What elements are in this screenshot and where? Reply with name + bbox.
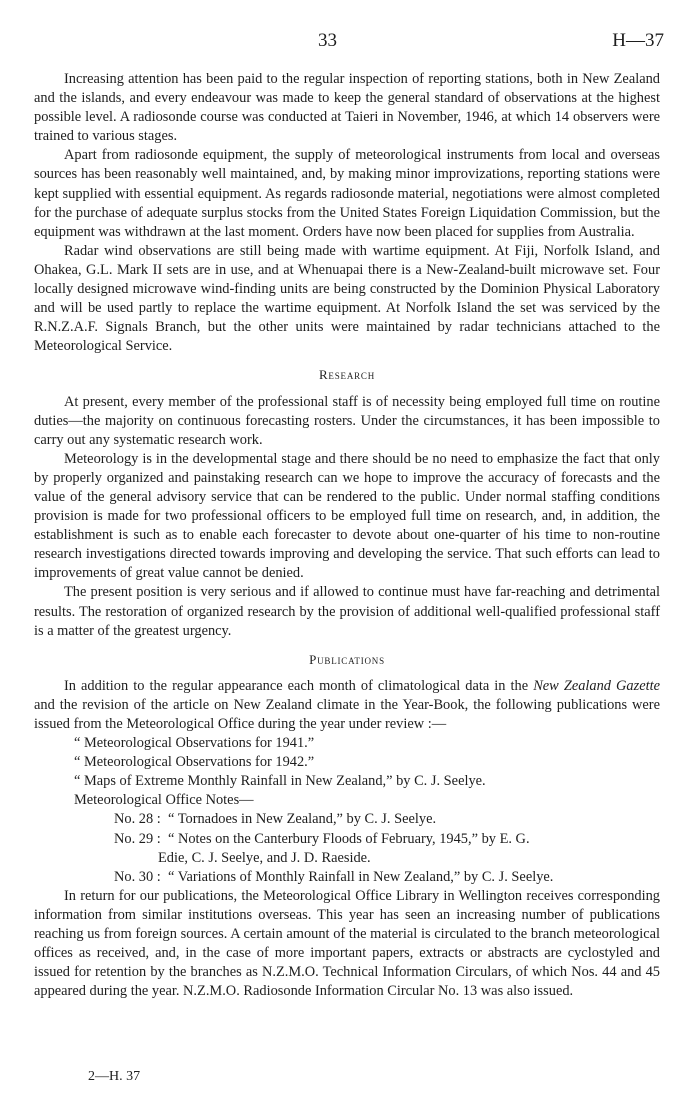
page-header xyxy=(0,30,700,54)
research-heading: Research xyxy=(318,367,376,383)
page-number: 33 xyxy=(318,30,337,51)
publication-item: “ Maps of Extreme Monthly Rainfall in New Zealand,” by C. J. Seelye. xyxy=(74,773,486,790)
footer-code: 2—H. 37 xyxy=(88,1069,141,1084)
paragraph-research-position: The present position is very serious and if allowed to continue must have far-reaching and detrimental results. The restoration of organized research by the provision of additional well-qualified professional staff is a matter of the greatest urgency. xyxy=(34,584,660,639)
note-number: No. 30 : xyxy=(114,868,161,885)
paragraph-research-meteorology: Meteorology is in the developmental stage and there should be no need to emphasize the fact that only by properly organized and painstaking research can we hope to improve the accuracy of forecasts and the value of the general advisory service that can be rendered to the public. Under normal staffing conditions provision is made for two professional officers to be employed full time on research, and, in addition, the establishment is such as to enable each forecaster to devote about one-quarter of his time to non-routine research investigations directed towards improving and developing the service. That such efforts can lead to improvements of great value cannot be denied. xyxy=(34,450,660,582)
note-number: No. 28 : xyxy=(114,811,161,828)
note-text-continued: Edie, C. J. Seelye, and J. D. Raeside. xyxy=(158,849,371,866)
paragraph-inspection: Increasing attention has been paid to the regular inspection of reporting stations, both in New Zealand and the islands, and every endeavour was made to keep the general standard of observations at the highest possible level. A radiosonde course was conducted at Taieri in November, 1946, at which 14 observers were trained to various stages. xyxy=(34,71,660,145)
gazette-title: New Zealand Gazette xyxy=(533,677,660,694)
publication-item: “ Meteorological Observations for 1942.” xyxy=(74,754,315,771)
notes-heading: Meteorological Office Notes— xyxy=(74,792,254,809)
note-text: “ Notes on the Canterbury Floods of February, 1945,” by E. G. xyxy=(167,830,530,847)
intro-text-before: In addition to the regular appearance each month of climatological data in the xyxy=(64,677,534,694)
paragraph-instruments: Apart from radiosonde equipment, the supply of meteorological instruments from local and overseas sources has been reasonably well maintained, and, by making minor improvizations, reporting stations were kept supplied with essential equipment. As regards radiosonde material, negotiations were almost completed for the purchase of adequate surplus stocks from the United States Foreign Liquidation Commission, but the equipment was withdrawn at the last moment. Orders have now been placed for supplies from Australia. xyxy=(34,147,660,240)
note-item xyxy=(114,830,660,868)
paragraph-research-staff: At present, every member of the professional staff is of necessity being employed full time on routine duties—the majority on continuous forecasting rosters. Under the circumstances, it has been impossible to carry out any systematic research work. xyxy=(34,393,660,448)
publications-heading: Publications xyxy=(309,651,385,667)
note-text: “ Variations of Monthly Rainfall in New Zealand,” by C. J. Seelye. xyxy=(167,868,554,885)
document-body xyxy=(34,70,660,1001)
paragraph-library: In return for our publications, the Meteorological Office Library in Wellington receives corresponding information from similar institutions overseas. This year has seen an increasing number of publications reaching us from foreign sources. A certain amount of the material is circulated to the branch meteorological offices as received, and, in the case of more important papers, extracts or abstracts are cyclostyled and issued for retention by the branches as N.Z.M.O. Technical Information Circulars, of which Nos. 44 and 45 appeared during the year. N.Z.M.O. Radiosonde Information Circular No. 13 was also issued. xyxy=(34,887,660,1000)
publication-item: “ Meteorological Observations for 1941.” xyxy=(74,735,315,752)
note-item xyxy=(114,868,660,887)
intro-text-after: and the revision of the article on New Zealand climate in the Year-Book, the following publications were issued from the Meteorological Office during the year under review :— xyxy=(34,696,660,732)
note-number: No. 29 : xyxy=(114,830,161,847)
document-code: H—37 xyxy=(612,30,664,51)
note-text: “ Tornadoes in New Zealand,” by C. J. Seelye. xyxy=(167,811,437,828)
note-item xyxy=(114,810,660,829)
publications-section xyxy=(34,677,660,1002)
paragraph-publications-intro xyxy=(34,677,660,734)
paragraph-radar: Radar wind observations are still being made with wartime equipment. At Fiji, Norfolk Island, and Ohakea, G.L. Mark II sets are in use, and at Whenuapai there is a New-Zealand-built microwave set. Four locally designed microwave wind-finding units are being constructed by the Dominion Physical Laboratory and will be used partly to replace the wartime equipment. At Norfolk Island the set was serviced by the R.N.Z.A.F. Signals Branch, but the other units were maintained by radar technicians attached to the Meteorological Service. xyxy=(34,242,660,355)
